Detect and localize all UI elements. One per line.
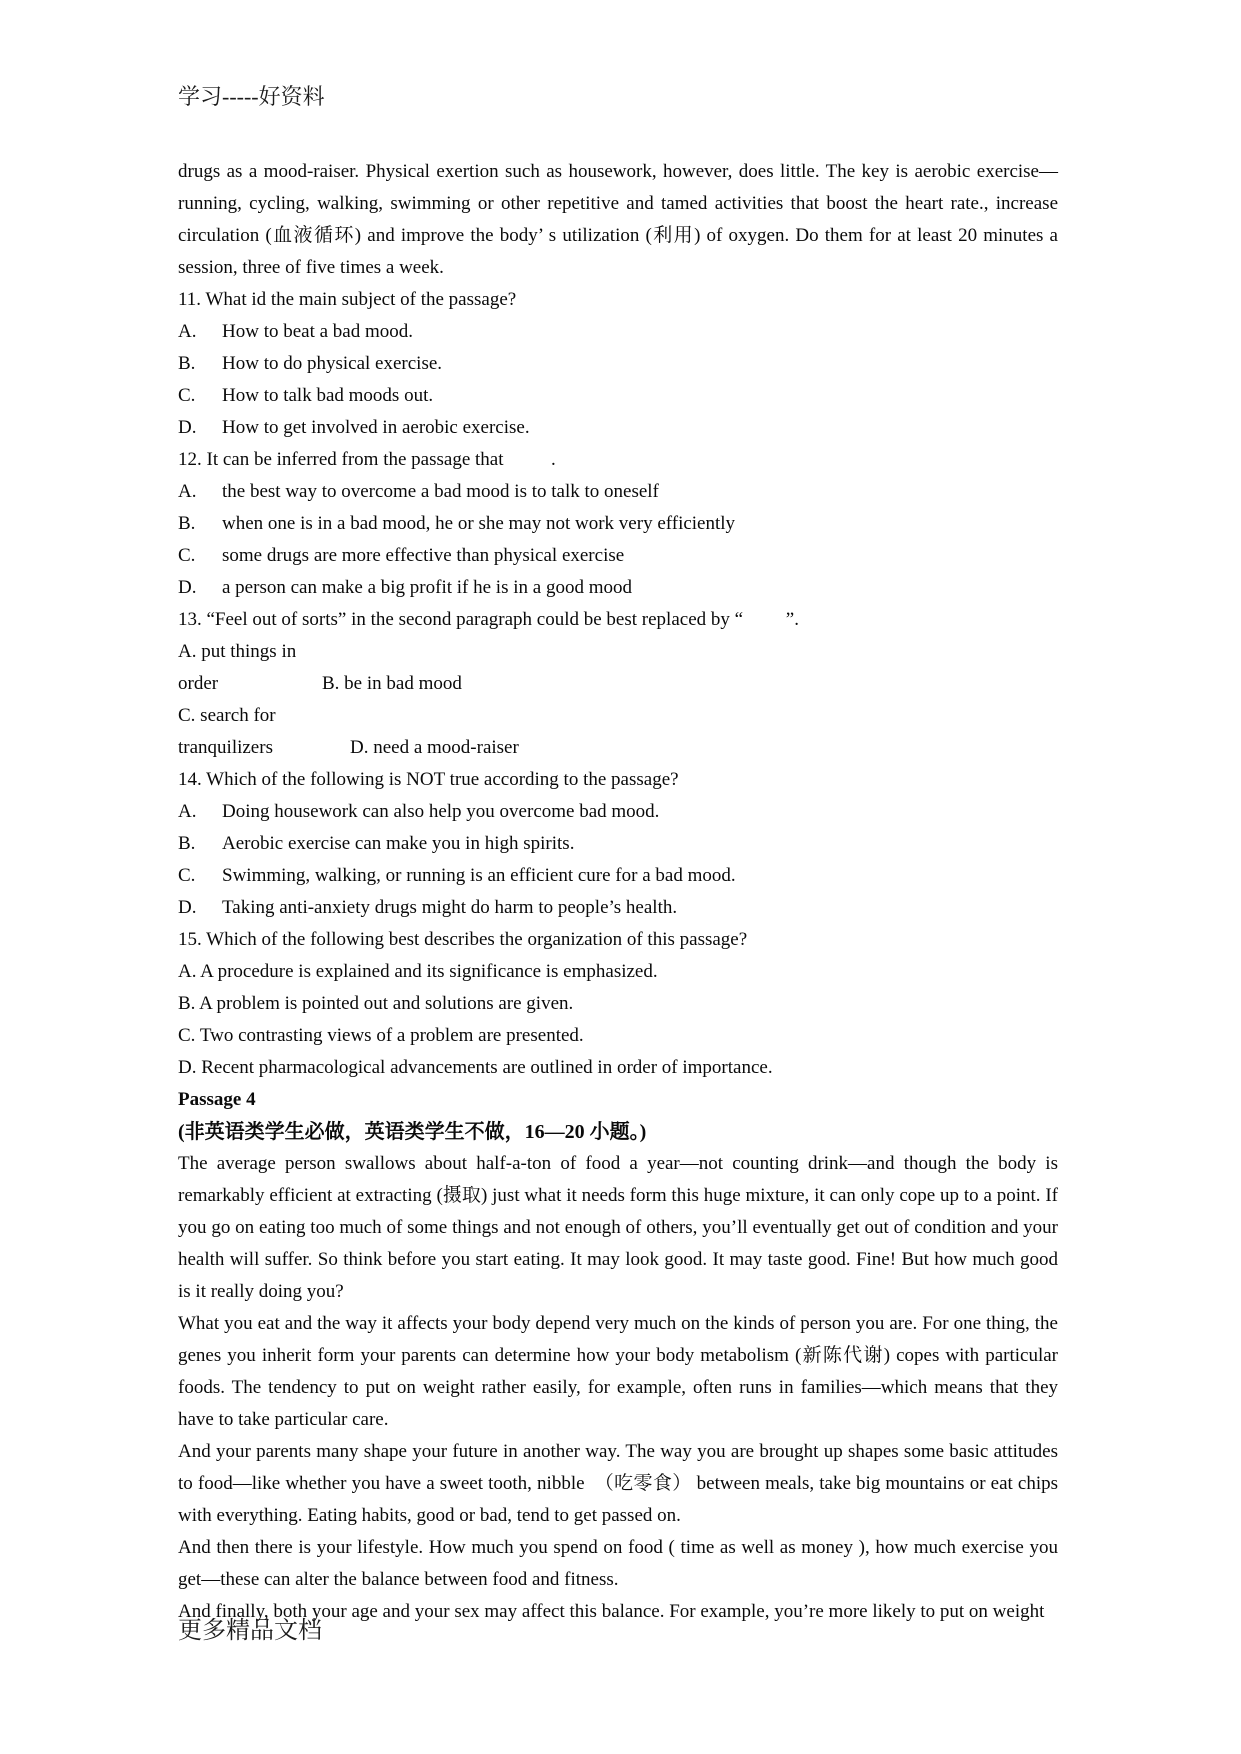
question-14-option-a [178,796,1058,828]
option-text: How to talk bad moods out. [222,385,434,406]
passage3-intro-paragraph: drugs as a mood-raiser. Physical exertion such as housework, however, does little. The key is aerobic exercise—running, cycling, walking, swimming or other repetitive and tamed activities that boost the heart rate., increase circulation (血液循环) and improve the body’ s utilization (利用) of oxygen. Do them for at least 20 minutes a session, three of five times a week. [178,161,1058,278]
option-label: A. [178,481,197,502]
option-label: A. [178,801,197,822]
page-header: 学习-----好资料 [178,84,325,109]
question-11-option-a [178,316,1058,348]
question-13-options-row-cd [178,700,1058,764]
option-cd-right: D. need a mood-raiser [350,737,519,758]
option-label: C. [178,865,196,886]
question-12-option-d [178,572,1058,604]
question-12-option-b [178,508,1058,540]
option-text: Taking anti-anxiety drugs might do harm to people’s health. [222,897,678,918]
passage4-paragraph-2: What you eat and the way it affects your body depend very much on the kinds of person you are. For one thing, the genes you inherit form your parents can determine how your body metabolism (新陈代谢) copes with particular foods. The tendency to put on weight rather easily, for example, often runs in families—which means that they have to take particular care. [178,1313,1058,1430]
passage4-paragraph-4: And then there is your lifestyle. How much you spend on food ( time as well as money ), how much exercise you get—these can alter the balance between food and fitness. [178,1537,1058,1590]
option-text: the best way to overcome a bad mood is to talk to oneself [222,481,659,502]
passage4-paragraph-1: The average person swallows about half-a-ton of food a year—not counting drink—and though the body is remarkably efficient at extracting (摄取) just what it needs form this huge mixture, it can only cope up to a point. If you go on eating too much of some things and not enough of others, you’ll eventually get out of condition and your health will suffer. So think before you start eating. It may look good. It may taste good. Fine! But how much good is it really doing you? [178,1153,1058,1302]
question-14-option-c [178,860,1058,892]
question-11-option-b [178,348,1058,380]
option-text: Doing housework can also help you overcome bad mood. [222,801,660,822]
passage4-title: Passage 4 [178,1089,256,1110]
page-footer: 更多精品文档 [178,1618,322,1644]
question-11-option-c [178,380,1058,412]
option-text: Aerobic exercise can make you in high spirits. [222,833,575,854]
question-15-option-a: A. A procedure is explained and its significance is emphasized. [178,961,658,982]
question-14-stem: 14. Which of the following is NOT true according to the passage? [178,769,679,790]
question-15-option-b: B. A problem is pointed out and solutions are given. [178,993,574,1014]
option-ab-left: A. put things in order [178,641,297,694]
question-14-option-b [178,828,1058,860]
option-text: Swimming, walking, or running is an efficient cure for a bad mood. [222,865,736,886]
question-13-stem: 13. “Feel out of sorts” in the second paragraph could be best replaced by “ ”. [178,609,799,630]
question-12-stem: 12. It can be inferred from the passage that . [178,449,556,470]
option-label: C. [178,385,196,406]
option-label: B. [178,353,196,374]
question-15-stem: 15. Which of the following best describes the organization of this passage? [178,929,748,950]
question-14-option-d [178,892,1058,924]
option-cd-left: C. search for tranquilizers [178,705,276,758]
question-11-stem: 11. What id the main subject of the passage? [178,289,517,310]
passage4-paragraph-5: And finally, both your age and your sex may affect this balance. For example, you’re more likely to put on weight [178,1601,1045,1622]
question-12-option-c [178,540,1058,572]
option-text: some drugs are more effective than physical exercise [222,545,625,566]
option-label: B. [178,513,196,534]
option-label: D. [178,897,197,918]
option-text: when one is in a bad mood, he or she may not work very efficiently [222,513,736,534]
question-13-options-row-ab [178,636,1058,700]
option-label: D. [178,417,197,438]
option-label: B. [178,833,196,854]
option-text: How to get involved in aerobic exercise. [222,417,530,438]
question-15-option-d: D. Recent pharmacological advancements are outlined in order of importance. [178,1057,773,1078]
question-11-option-d [178,412,1058,444]
option-text: How to do physical exercise. [222,353,443,374]
question-12-option-a [178,476,1058,508]
option-text: How to beat a bad mood. [222,321,414,342]
option-label: A. [178,321,197,342]
option-ab-right: B. be in bad mood [322,673,462,694]
option-text: a person can make a big profit if he is in a good mood [222,577,632,598]
question-15-option-c: C. Two contrasting views of a problem are presented. [178,1025,584,1046]
passage4-paragraph-3: And your parents many shape your future in another way. The way you are brought up shapes some basic attitudes to food—like whether you have a sweet tooth, nibble （吃零食） between meals, take big mountains or eat chips with everything. Eating habits, good or bad, tend to get passed on. [178,1441,1058,1526]
document-body [178,156,1058,1628]
option-label: D. [178,577,197,598]
passage4-instruction-note: (非英语类学生必做，英语类学生不做，16—20 小题。) [178,1121,647,1143]
option-label: C. [178,545,196,566]
